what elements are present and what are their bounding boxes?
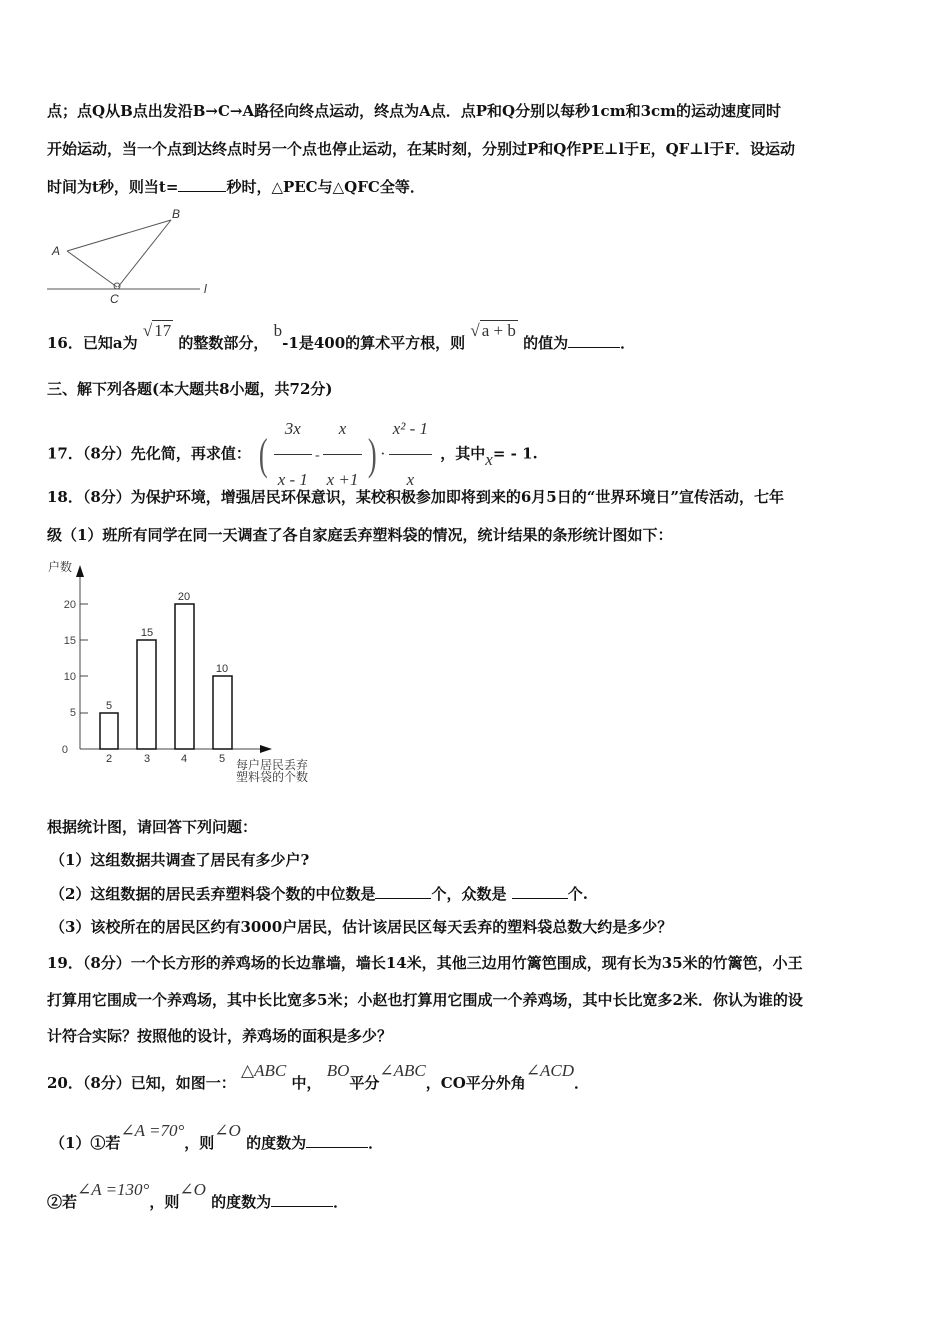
q18-line-2: 级（1）班所有同学在同一天调查了各自家庭丢弃塑料袋的情况，统计结果的条形统计图如下： xyxy=(47,526,673,544)
sqrt-17: √ 17 xyxy=(142,321,172,340)
data-labels xyxy=(106,591,228,712)
sqrt-17-radicand: 17 xyxy=(154,321,172,340)
label-l: l xyxy=(204,282,207,296)
q16-text-1: 已知a为 xyxy=(82,334,138,352)
q20-sub-1-text-c: 的度数为 xyxy=(246,1134,307,1152)
frac-den: x - 1 xyxy=(277,470,308,489)
x-tick: 3 xyxy=(143,753,151,765)
q17-text-1: （8分）先化简，再求值： xyxy=(82,444,251,463)
q15-text-a: 时间为t秒，则当t= xyxy=(47,178,179,196)
angle-a-70: ∠A =70° xyxy=(120,1121,185,1140)
segment-ab xyxy=(67,220,171,251)
frac-num: 3x xyxy=(274,404,312,455)
q19-line-1: 19．（8分）一个长方形的养鸡场的长边靠墙，墙长14米，其他三边用竹篱笆围成，现有长为35米的竹篱笆，小王 xyxy=(47,954,803,972)
q20-sub-2-text-c: 的度数为 xyxy=(211,1193,272,1211)
q15-line-2: 开始运动，当一个点到达终点时另一个点也停止运动，在某时刻，分别过P和Q作PE⊥l于E，QF⊥l于F．设运动 xyxy=(47,140,796,158)
frac-num: x² - 1 xyxy=(389,404,432,455)
angle-abc: ∠ABC xyxy=(379,1061,426,1080)
bar-5 xyxy=(213,676,232,749)
q17-line xyxy=(47,404,538,489)
q16-number: 16． xyxy=(47,334,83,352)
q20-sub-2-text-b: ，则 xyxy=(149,1193,180,1211)
q15-text-b: 秒时，△PEC与△QFC全等． xyxy=(226,178,425,196)
answer-blank xyxy=(178,177,226,192)
answer-blank xyxy=(306,1133,368,1148)
triangle-figure xyxy=(40,200,230,310)
angle-acd: ∠ACD xyxy=(525,1061,575,1080)
bar-4 xyxy=(175,604,194,749)
q18-prompt: 根据统计图，请回答下列问题： xyxy=(47,818,258,836)
answer-blank xyxy=(568,333,620,348)
q17-number: 17． xyxy=(47,444,83,463)
q20-text-4: ，CO平分外角 xyxy=(425,1074,526,1092)
q20-text-5: ． xyxy=(574,1074,590,1092)
answer-blank xyxy=(512,884,568,899)
q16-text-2: 的整数部分， xyxy=(178,334,269,352)
q16-text-4: 的值为 xyxy=(523,334,569,352)
data-label: 15 xyxy=(140,627,154,639)
q20-text-3: 平分 xyxy=(349,1074,380,1092)
var-x: x xyxy=(485,449,493,469)
label-a: A xyxy=(52,244,61,258)
x-axis-arrow-icon xyxy=(260,745,272,753)
q20-sub-1-text-b: ，则 xyxy=(184,1134,215,1152)
x-ticks xyxy=(106,753,225,765)
label-c: C xyxy=(110,292,119,306)
q18-sub-2-text-c: 个. xyxy=(567,885,588,903)
y-tick-15: 15 xyxy=(63,635,76,647)
bars xyxy=(100,604,232,749)
frac-den: x +1 xyxy=(326,470,359,489)
label-b: B xyxy=(172,207,181,221)
q18-line-1: 18．（8分）为保护环境，增强居民环保意识，某校积极参加即将到来的6月5日的“世界环境日”宣传活动，七年 xyxy=(47,488,784,506)
x-tick: 2 xyxy=(105,753,113,765)
q19-line-3: 计符合实际？按照他的设计，养鸡场的面积是多少？ xyxy=(47,1027,393,1045)
q15-line-3 xyxy=(47,177,425,197)
q16-line xyxy=(47,321,636,353)
q17-text-3: = - 1. xyxy=(492,444,538,463)
x-axis-label-line-2: 塑料袋的个数 xyxy=(236,770,309,784)
q18-sub-3: （3）该校所在的居民区约有3000户居民，估计该居民区每天丢弃的塑料袋总数大约是多少？ xyxy=(50,918,673,936)
right-paren: ) xyxy=(368,429,378,479)
data-label: 10 xyxy=(215,663,229,675)
bar-2 xyxy=(100,713,118,749)
section-3-heading: 三、解下列各题(本大题共8小题，共72分) xyxy=(47,380,333,398)
y-axis-label: 户数 xyxy=(48,560,73,574)
q18-sub-1: （1）这组数据共调查了居民有多少户? xyxy=(50,851,310,869)
q18-sub-2-text-a: （2）这组数据的居民丢弃塑料袋个数的中位数是 xyxy=(50,885,376,903)
q15-line-1: 点；点Q从B点出发沿B→C→A路径向终点运动，终点为A点．点P和Q分别以每秒1cm和3cm的运动速度同时 xyxy=(47,102,782,120)
q18-sub-2-text-b: 个，众数是 xyxy=(431,885,507,903)
q20-sub-2 xyxy=(47,1180,349,1212)
q20-line xyxy=(47,1061,590,1093)
bar-chart xyxy=(40,555,330,790)
q20-text-2: 中， xyxy=(291,1074,322,1092)
angle-o: ∠O xyxy=(179,1180,206,1199)
triangle-abc: △ABC xyxy=(241,1061,287,1080)
segment-bo: BO xyxy=(326,1061,350,1080)
angle-o: ∠O xyxy=(214,1121,241,1140)
dot-operator: · xyxy=(380,443,386,463)
y-axis-arrow-icon xyxy=(76,565,84,577)
x-axis-label-line-1: 每户居民丢弃 xyxy=(236,758,309,772)
y-tick-5: 5 xyxy=(69,707,76,719)
q19-line-2: 打算用它围成一个养鸡场，其中长比宽多5米；小赵也打算用它围成一个养鸡场，其中长比宽多2米．你认为谁的设 xyxy=(47,991,803,1009)
minus-sign: - xyxy=(314,447,320,463)
left-paren: ( xyxy=(258,429,268,479)
x-tick: 5 xyxy=(218,753,226,765)
q16-text-5: ． xyxy=(620,334,636,352)
q18-sub-2 xyxy=(50,884,588,904)
q20-text-1: 20．（8分）已知，如图一： xyxy=(47,1074,236,1092)
answer-blank xyxy=(271,1192,333,1207)
y-tick-0: 0 xyxy=(61,744,68,756)
angle-a-130: ∠A =130° xyxy=(77,1180,150,1199)
var-b: b xyxy=(273,321,283,340)
x-tick: 4 xyxy=(180,753,188,765)
frac-num: x xyxy=(323,404,363,455)
data-label: 5 xyxy=(105,700,113,712)
q20-sub-1-text-d: ． xyxy=(368,1134,384,1152)
sqrt-a-plus-b: √ a + b xyxy=(470,321,516,340)
q20-sub-1 xyxy=(50,1121,384,1153)
segment-ac xyxy=(67,251,117,287)
y-tick-10: 10 xyxy=(63,671,76,683)
answer-blank xyxy=(375,884,431,899)
q20-sub-1-text-a: （1）①若 xyxy=(50,1134,121,1152)
segment-bc xyxy=(118,220,171,287)
y-tick-20: 20 xyxy=(63,599,76,611)
q16-text-3: -1是400的算术平方根，则 xyxy=(282,334,466,352)
y-ticks xyxy=(62,599,88,756)
bar-3 xyxy=(137,640,156,749)
data-label: 20 xyxy=(177,591,191,603)
q17-text-2: ，其中 xyxy=(440,444,486,463)
q20-sub-2-text-d: ． xyxy=(333,1193,349,1211)
sqrt-a-plus-b-radicand: a + b xyxy=(481,321,516,340)
frac-den: x xyxy=(406,470,415,489)
q20-sub-2-text-a: ②若 xyxy=(47,1193,78,1211)
